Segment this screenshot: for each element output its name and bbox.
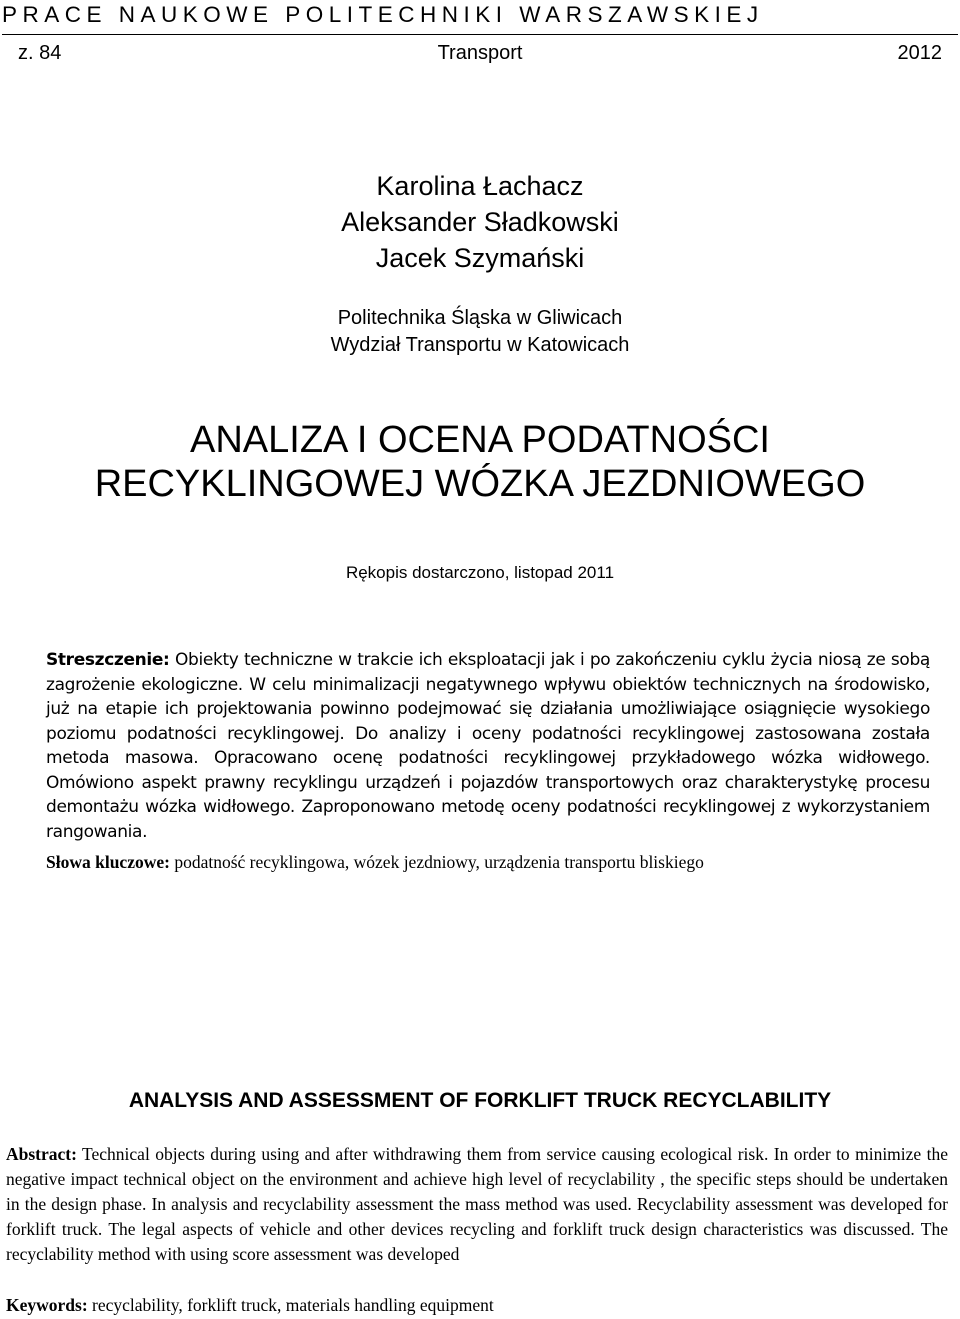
paper-title-polish	[0, 418, 960, 506]
author-name: Aleksander Sładkowski	[341, 207, 619, 237]
journal-section: Transport	[437, 42, 523, 64]
keywords-text: recyclability, forklift truck, materials handling equipment	[87, 1295, 494, 1315]
abstract-label: Streszczenie:	[46, 650, 170, 670]
affiliation	[0, 305, 960, 359]
author-list	[0, 168, 960, 276]
publication-year: 2012	[897, 42, 942, 64]
abstract-polish	[46, 648, 930, 844]
affiliation-faculty: Wydział Transportu w Katowicach	[330, 334, 630, 356]
author-name: Karolina Łachacz	[376, 171, 584, 201]
abstract-label: Abstract:	[6, 1144, 77, 1164]
abstract-english	[6, 1142, 948, 1267]
keywords-label: Keywords:	[6, 1295, 88, 1315]
keywords-text: podatność recyklingowa, wózek jezdniowy, urządzenia transportu bliskiego	[169, 852, 704, 872]
title-line: RECYKLINGOWEJ WÓZKA JEZDNIOWEGO	[94, 463, 866, 505]
abstract-text: Obiekty techniczne w trakcie ich eksploatacji jak i po zakończeniu cyklu życia niosą ze sobą zagrożenie ekologiczne. W celu minimalizacji negatywnego wpływu obiektów technicznych na środowisko, już na etapie ich projektowania powinno podejmować się działania umożliwiające osiągnięcie wysokiego poziomu podatności recyklingowej. Do analizy i oceny podatności recyklingowej zastosowana została metoda masowa. Opracowano ocenę podatności recyklingowej przykładowego wózka widłowego. Omówiono aspekt prawny recyklingu urządzeń i pojazdów transportowych oraz charakterystykę procesu demontażu wózka widłowego. Zaproponowano metodę oceny podatności recyklingowej z wykorzystaniem rangowania.	[46, 650, 930, 842]
keywords-label: Słowa kluczowe:	[46, 852, 170, 872]
issue-number: z. 84	[18, 42, 62, 64]
paper-title-english: ANALYSIS AND ASSESSMENT OF FORKLIFT TRUCK RECYCLABILITY	[128, 1089, 832, 1112]
keywords-english	[6, 1293, 948, 1317]
author-name: Jacek Szymański	[375, 243, 585, 273]
abstract-text: Technical objects during using and after withdrawing them from service causing ecological risk. In order to minimize the negative impact technical object on the environment and achieve high level of recyclability , the specific steps should be undertaken in the design phase. In analysis and recyclability assessment the mass method was used. Recyclability assessment was developed for forklift truck. The legal aspects of vehicle and other devices recycling and forklift truck design characteristics was discussed. The recyclability method with using score assessment was developed	[6, 1144, 948, 1264]
affiliation-university: Politechnika Śląska w Gliwicach	[337, 307, 623, 329]
header-rule	[2, 34, 958, 35]
keywords-polish	[46, 850, 930, 874]
manuscript-received-note: Rękopis dostarczono, listopad 2011	[345, 563, 615, 582]
journal-series-title: PRACE NAUKOWE POLITECHNIKI WARSZAWSKIEJ	[2, 2, 764, 27]
title-line: ANALIZA I OCENA PODATNOŚCI	[190, 419, 770, 461]
